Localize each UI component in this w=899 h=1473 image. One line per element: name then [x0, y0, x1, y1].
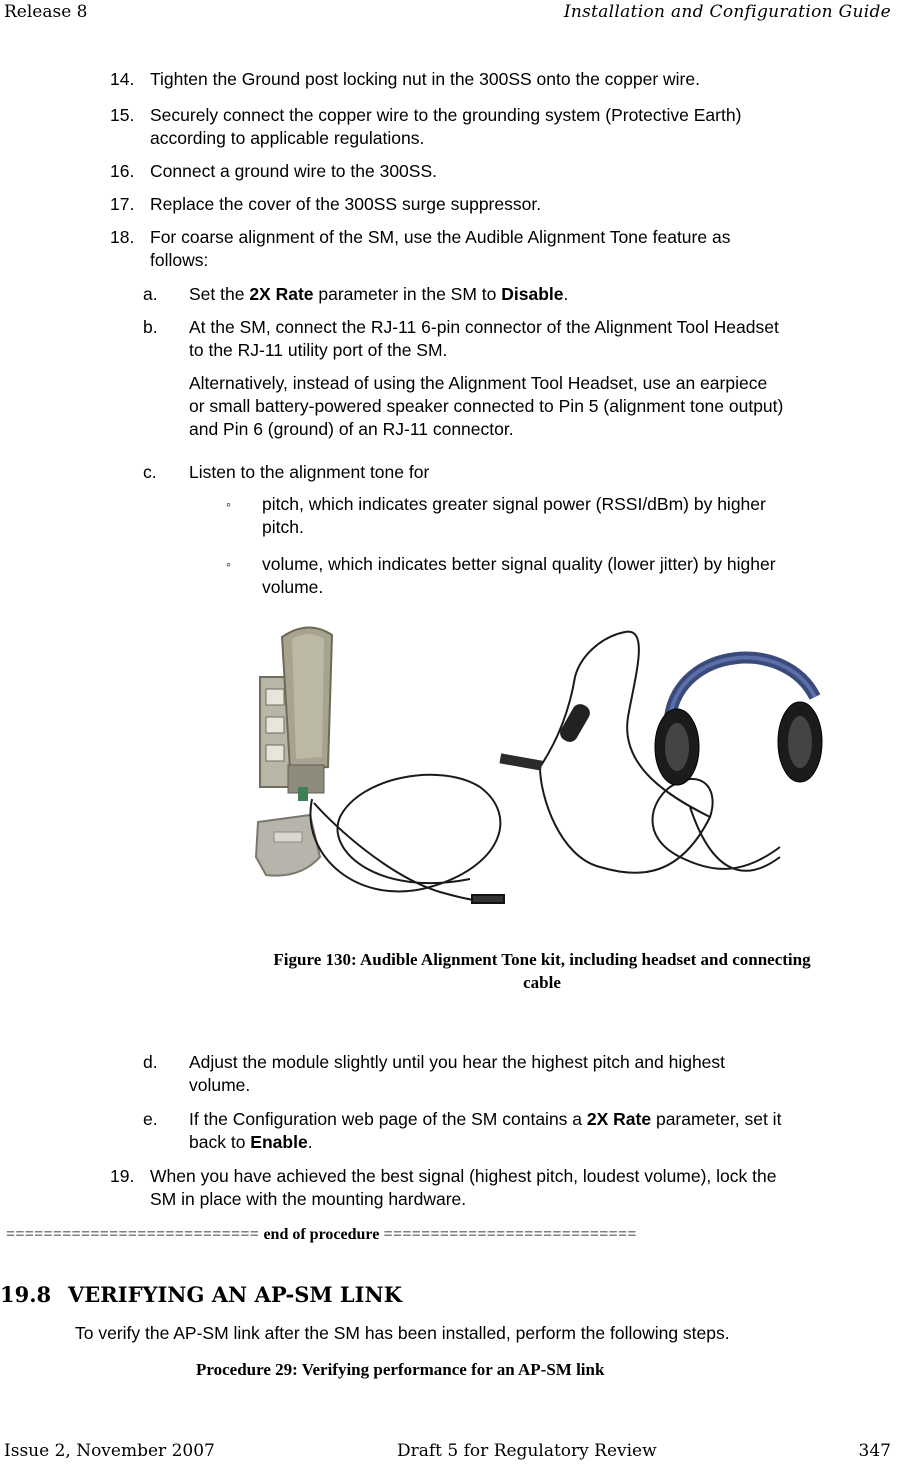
- step-text: When you have achieved the best signal (highest pitch, loudest volume), lock the: [150, 1166, 777, 1186]
- substep-label: c.: [143, 462, 157, 482]
- connecting-cable: [310, 775, 504, 903]
- substep-text: back to Enable.: [189, 1132, 313, 1152]
- procedure-title: Procedure 29: Verifying performance for an AP-SM link: [196, 1360, 605, 1379]
- substep-text: Listen to the alignment tone for: [189, 462, 430, 482]
- section-title: VERIFYING AN AP-SM LINK: [68, 1282, 402, 1307]
- section-number: 19.8: [0, 1282, 52, 1307]
- bullet-text: pitch, which indicates greater signal power (RSSI/dBm) by higher: [262, 494, 766, 514]
- step-number: 16.: [110, 161, 135, 181]
- bullet-symbol: ◦: [226, 496, 231, 512]
- substep-label: b.: [143, 317, 158, 337]
- headset-plug: [499, 753, 542, 770]
- step-number: 14.: [110, 69, 135, 89]
- step-text: Tighten the Ground post locking nut in the 300SS onto the copper wire.: [150, 69, 700, 89]
- step-text: Connect a ground wire to the 300SS.: [150, 161, 437, 181]
- substep-text: If the Configuration web page of the SM contains a 2X Rate parameter, set it: [189, 1109, 782, 1129]
- step-text: Replace the cover of the 300SS surge suppressor.: [150, 194, 542, 214]
- footer-issue: Issue 2, November 2007: [4, 1441, 215, 1461]
- figure-caption: Figure 130: Audible Alignment Tone kit, including headset and connecting: [273, 950, 811, 969]
- page-number: 347: [858, 1441, 891, 1461]
- step-number: 19.: [110, 1166, 135, 1186]
- footer-draft: Draft 5 for Regulatory Review: [397, 1441, 657, 1461]
- substep-label: d.: [143, 1052, 158, 1072]
- bullet-text: volume, which indicates better signal quality (lower jitter) by higher: [262, 554, 776, 574]
- substep-text: Alternatively, instead of using the Alignment Tool Headset, use an earpiece: [189, 373, 768, 393]
- figure-caption: cable: [523, 973, 561, 992]
- substep-text: Adjust the module slightly until you hear the highest pitch and highest: [189, 1052, 726, 1072]
- step-text: Securely connect the copper wire to the grounding system (Protective Earth): [150, 105, 742, 125]
- substep-text: and Pin 6 (ground) of an RJ-11 connector.: [189, 419, 514, 439]
- step-text: SM in place with the mounting hardware.: [150, 1189, 467, 1209]
- step-number: 15.: [110, 105, 135, 125]
- substep-text: volume.: [189, 1075, 251, 1095]
- bullet-symbol: ◦: [226, 556, 231, 572]
- step-number: 18.: [110, 227, 135, 247]
- step-text: according to applicable regulations.: [150, 128, 425, 148]
- substep-text: At the SM, connect the RJ-11 6-pin connector of the Alignment Tool Headset: [189, 317, 779, 337]
- step-text: For coarse alignment of the SM, use the Audible Alignment Tone feature as: [150, 227, 731, 247]
- headset-cable: [505, 632, 780, 873]
- substep-text: Set the 2X Rate parameter in the SM to Disable.: [189, 284, 569, 304]
- substep-label: e.: [143, 1109, 158, 1129]
- substep-text: or small battery-powered speaker connected to Pin 5 (alignment tone output): [189, 396, 784, 416]
- section-intro: To verify the AP-SM link after the SM has been installed, perform the following steps.: [75, 1323, 730, 1343]
- bullet-text: volume.: [262, 577, 324, 597]
- step-text: follows:: [150, 250, 209, 270]
- substep-text: to the RJ-11 utility port of the SM.: [189, 340, 448, 360]
- step-number: 17.: [110, 194, 135, 214]
- end-of-procedure-rule: =========================== end of procedure ===========================: [6, 1226, 637, 1243]
- headphones: [655, 658, 822, 785]
- substep-label: a.: [143, 284, 158, 304]
- subscriber-module: [282, 627, 332, 801]
- alignment-kit-photo: [240, 617, 830, 917]
- bullet-text: pitch.: [262, 517, 304, 537]
- header-guide-title: Installation and Configuration Guide: [563, 2, 891, 22]
- header-release: Release 8: [4, 2, 88, 22]
